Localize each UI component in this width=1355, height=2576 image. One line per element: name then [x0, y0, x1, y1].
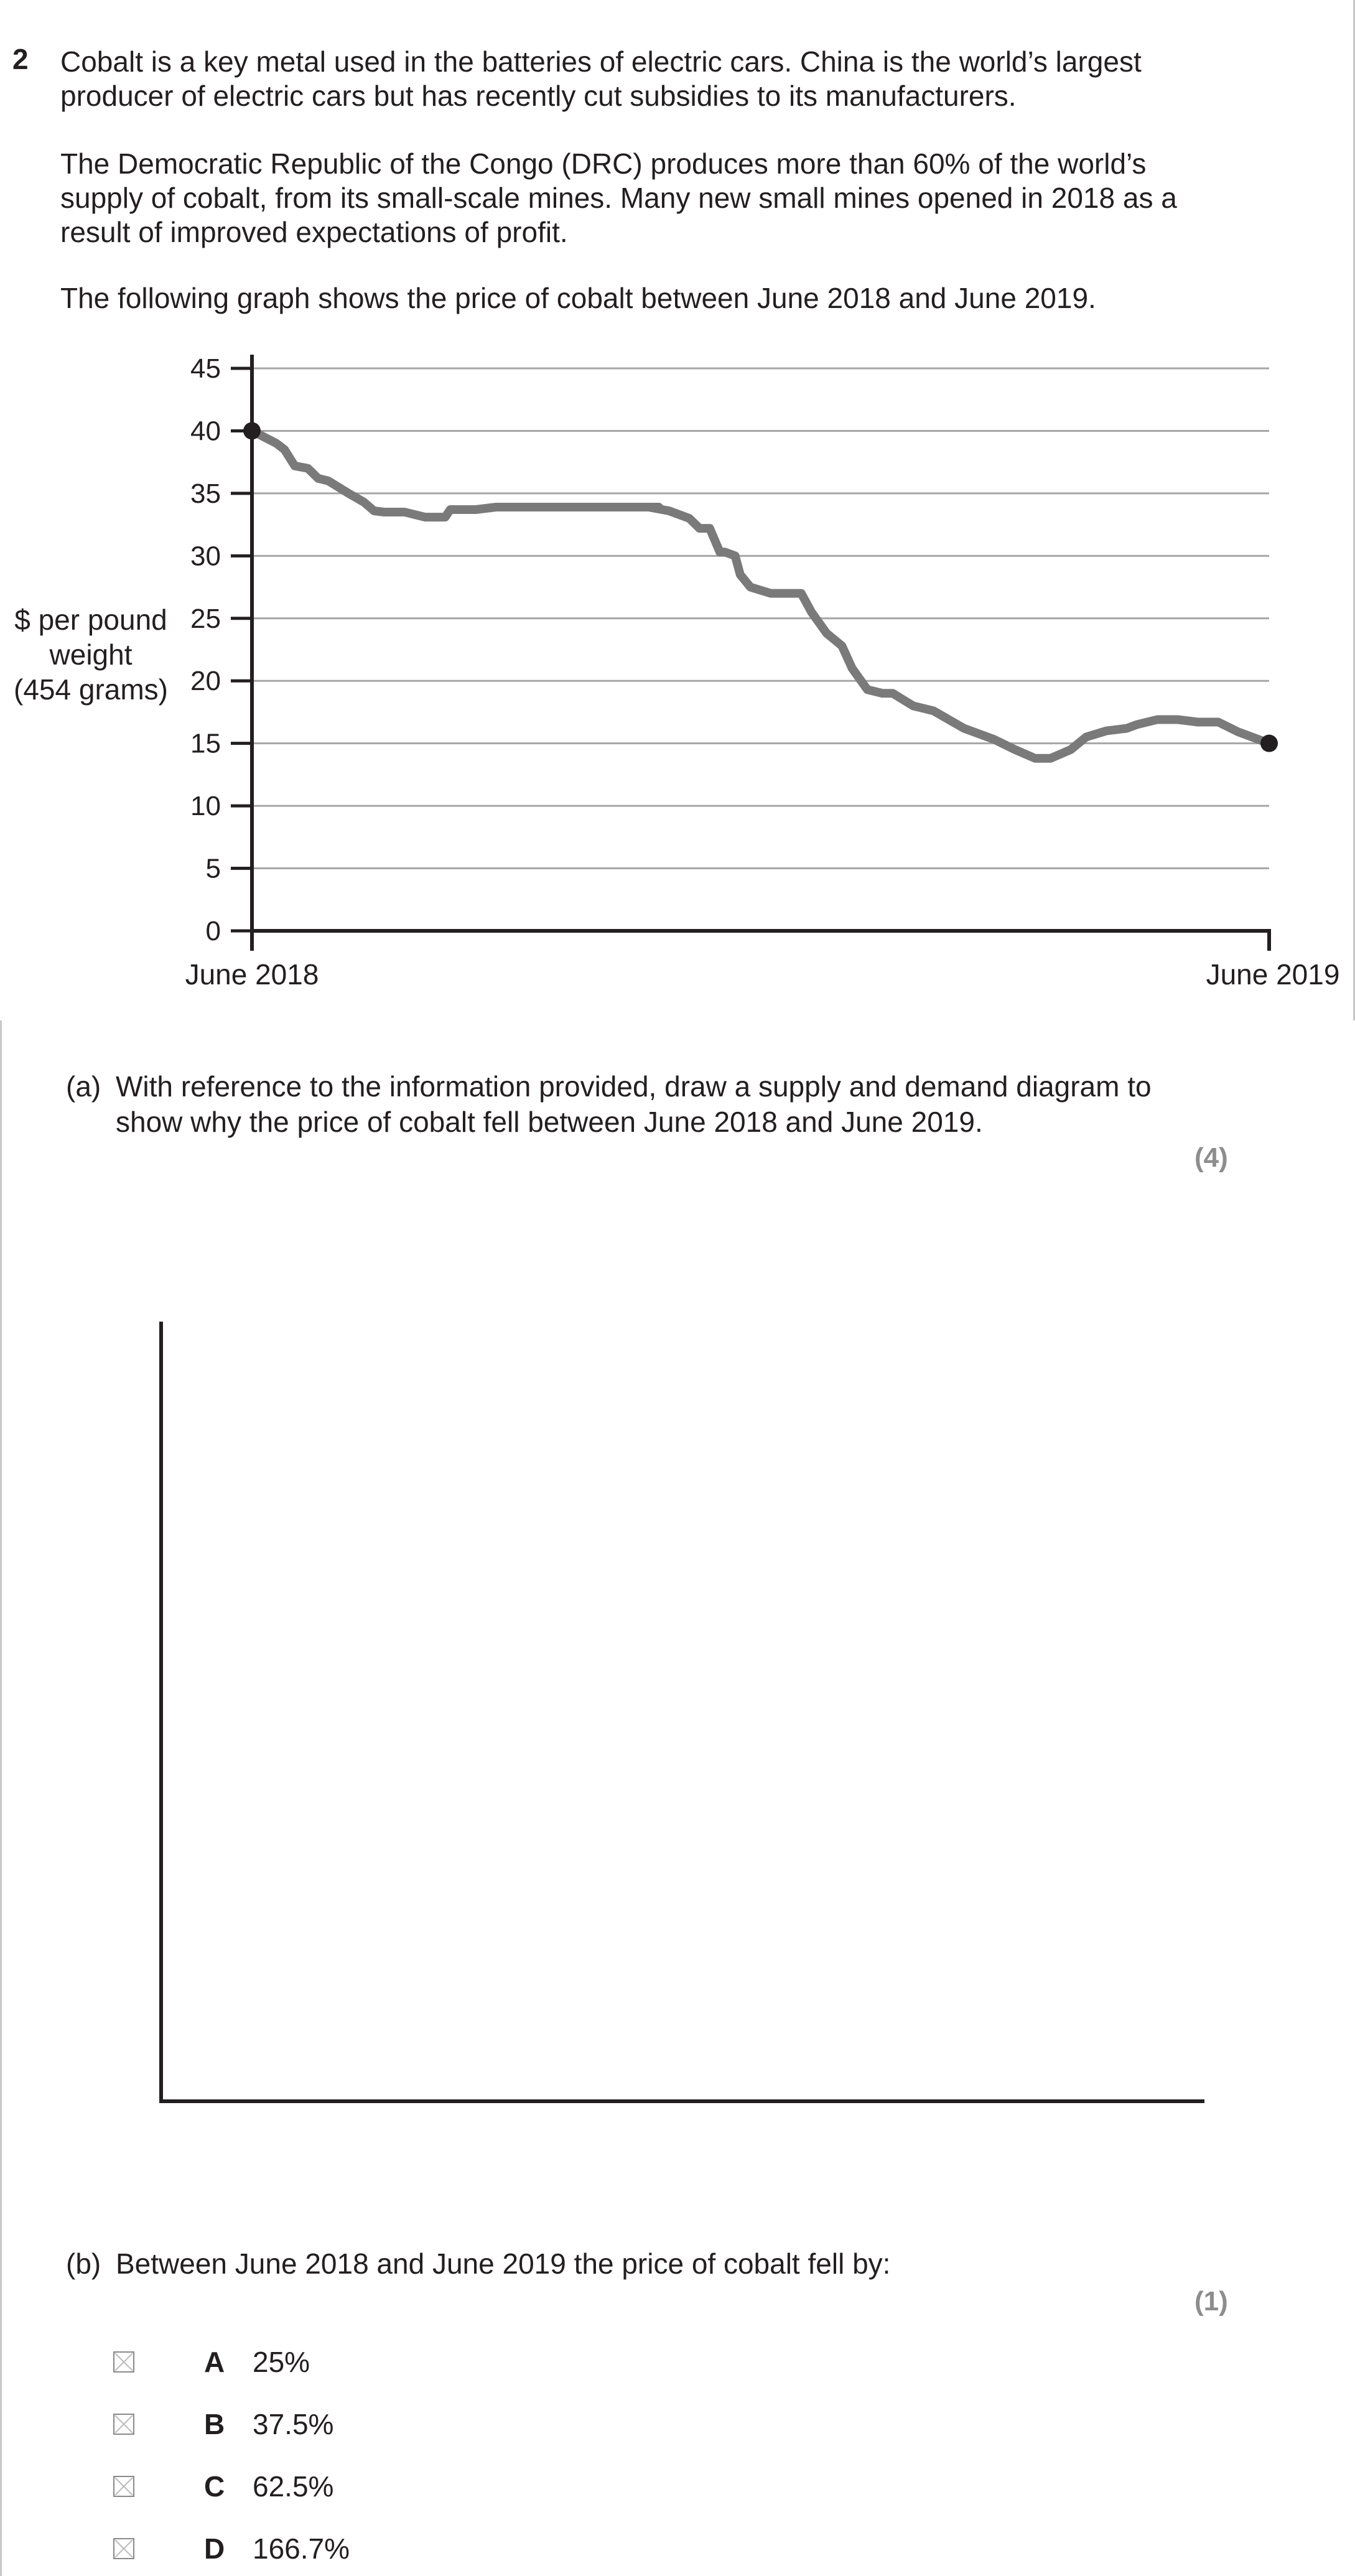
y-label-line-3: (454 grams) [14, 673, 168, 706]
y-tick-label-10: 10 [190, 791, 221, 822]
chart-y-ticks [190, 353, 252, 946]
part-a-label: (a) [66, 1070, 101, 1103]
series-end-point [1260, 735, 1278, 752]
option-b[interactable] [113, 2407, 333, 2442]
option-a[interactable] [113, 2345, 310, 2379]
question-number: 2 [12, 43, 29, 75]
option-d-letter: D [204, 2532, 225, 2565]
y-tick-label-40: 40 [190, 416, 221, 447]
option-b-value: 37.5% [253, 2408, 334, 2440]
option-c-value: 62.5% [253, 2470, 334, 2503]
answer-diagram-horizontal-axis [159, 2099, 1204, 2103]
y-tick-label-25: 25 [190, 603, 221, 634]
x-tick-label-start: June 2018 [185, 958, 319, 991]
y-label-line-2: weight [49, 638, 133, 671]
part-b-label: (b) [66, 2247, 101, 2280]
intro-paragraph-2: The Democratic Republic of the Congo (DRC) produces more than 60% of the world’s supply of cobalt, from its small-scale mines. Many new small mines opened in 2018 as a result of improved expectations of profit. [60, 147, 1177, 248]
page-border-left [0, 1020, 2, 2576]
part-a-text: With reference to the information provided, draw a supply and demand diagram to show why the price of cobalt fell between June 2018 and June 2019. [116, 1070, 1152, 1138]
y-tick-label-30: 30 [190, 541, 221, 572]
y-tick-label-20: 20 [190, 666, 221, 697]
part-b-question [66, 2246, 1211, 2282]
option-b-letter: B [204, 2408, 225, 2440]
series-line-0 [252, 431, 1269, 758]
part-b-text: Between June 2018 and June 2019 the price of cobalt fell by: [116, 2247, 891, 2280]
answer-diagram-vertical-axis [159, 1322, 163, 2103]
chart-y-axis-label [14, 604, 168, 706]
chart-gridlines [252, 368, 1269, 869]
option-a-letter: A [204, 2346, 225, 2378]
chart-x-ticks [185, 931, 1340, 991]
option-b-checkbox[interactable] [113, 2414, 134, 2435]
part-a-marks: (4) [1194, 1142, 1228, 1173]
option-a-checkbox[interactable] [113, 2351, 134, 2373]
option-c-checkbox[interactable] [113, 2476, 134, 2497]
option-a-value: 25% [253, 2346, 310, 2378]
y-label-line-1: $ per pound [14, 604, 167, 636]
chart-axes [250, 355, 1271, 950]
x-tick-label-end: June 2019 [1206, 958, 1340, 991]
option-d-checkbox[interactable] [113, 2538, 134, 2559]
intro-paragraph-3: The following graph shows the price of cobalt between June 2018 and June 2019. [60, 282, 1096, 314]
y-tick-label-5: 5 [205, 853, 221, 884]
series-start-point [243, 422, 261, 439]
chart-series [243, 422, 1278, 758]
option-c[interactable] [113, 2469, 333, 2504]
part-b-marks: (1) [1194, 2286, 1228, 2317]
y-tick-label-35: 35 [190, 478, 221, 509]
part-a-question [66, 1069, 1211, 1140]
y-tick-label-15: 15 [190, 728, 221, 759]
option-d[interactable] [113, 2531, 350, 2566]
y-tick-label-0: 0 [205, 916, 221, 946]
intro-paragraph-1: Cobalt is a key metal used in the batteries of electric cars. China is the world’s largest producer of electric cars but has recently cut subsidies to its manufacturers. [60, 45, 1142, 112]
cobalt-price-chart [0, 342, 1355, 1020]
option-c-letter: C [204, 2470, 225, 2503]
y-tick-label-45: 45 [190, 353, 221, 384]
option-d-value: 166.7% [253, 2532, 350, 2565]
